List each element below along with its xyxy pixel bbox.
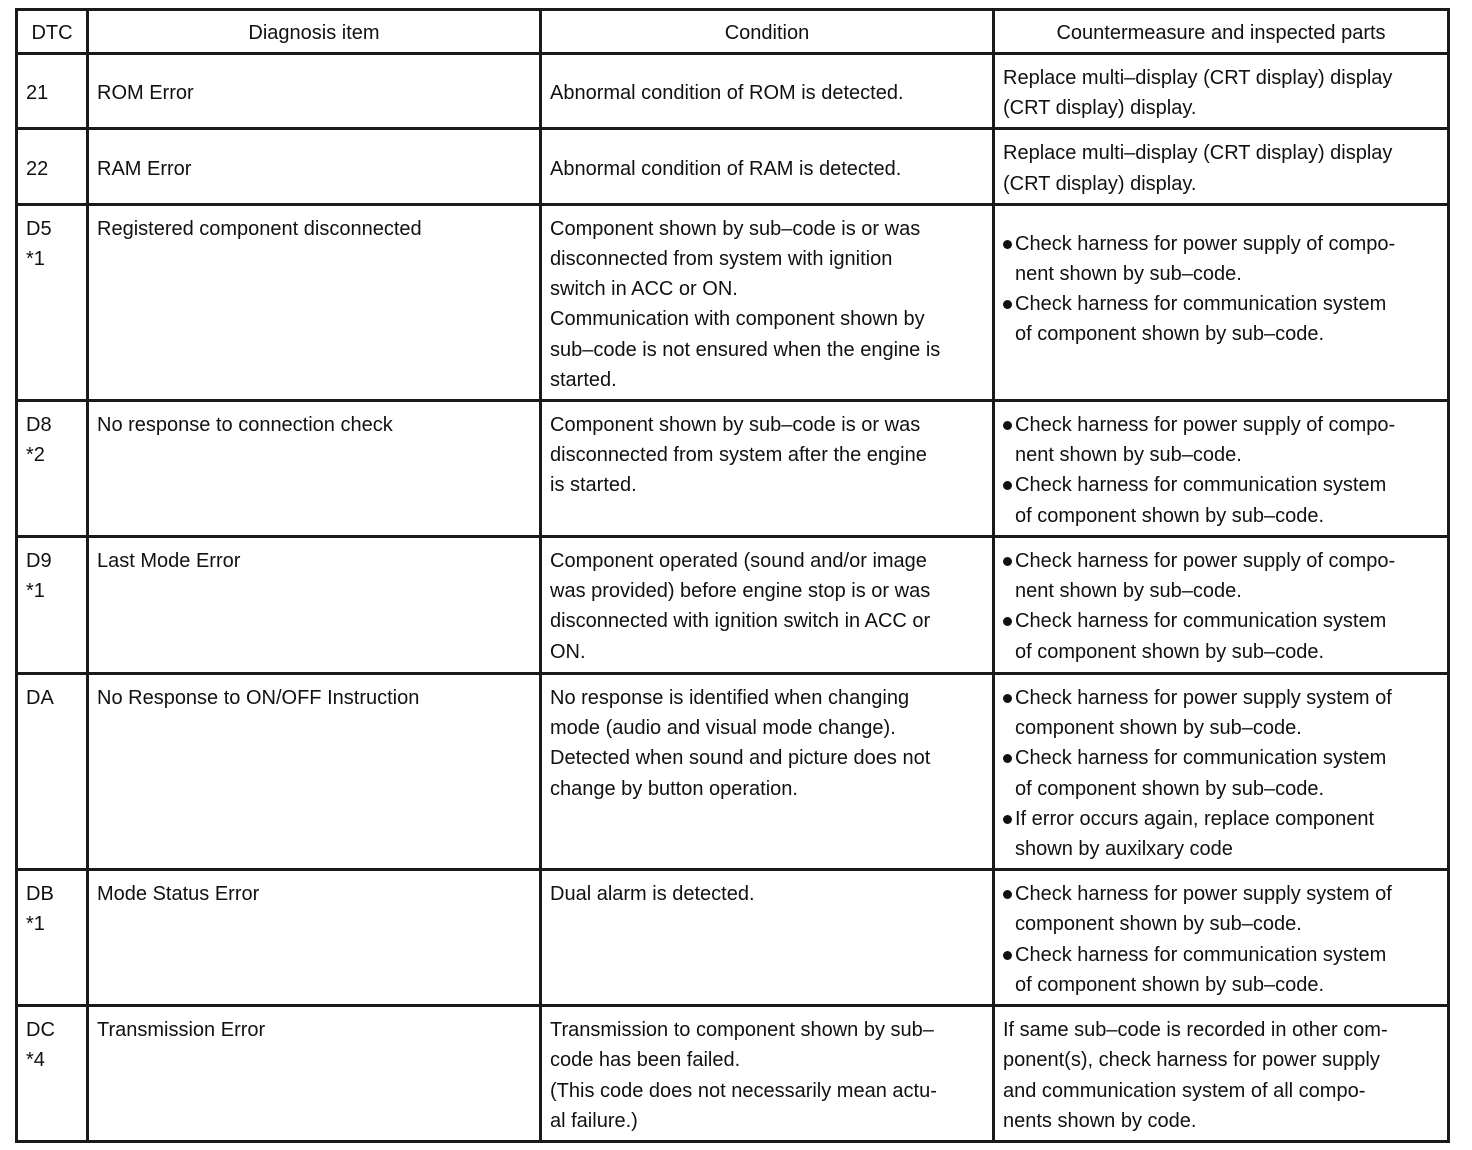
countermeasure-line: (CRT display) display. xyxy=(1003,172,1197,195)
dtc-code: D8 xyxy=(26,414,52,437)
diagnosis-item-cell xyxy=(88,537,541,674)
countermeasure-cell xyxy=(994,129,1449,204)
countermeasure-cell xyxy=(994,401,1449,537)
countermeasure-line: Check harness for communication system xyxy=(1015,610,1387,633)
table-row xyxy=(17,537,1449,674)
countermeasure-bullet xyxy=(1003,410,1439,470)
countermeasure-line: Replace multi–display (CRT display) display xyxy=(1003,142,1393,165)
countermeasure-bullet xyxy=(1003,546,1439,606)
dtc-code: DB xyxy=(26,883,54,906)
countermeasure-line: Check harness for communication system xyxy=(1015,474,1387,497)
countermeasure-line: nent shown by sub–code. xyxy=(1015,444,1242,467)
condition-line: disconnected from system after the engine xyxy=(550,444,927,467)
table-row xyxy=(17,54,1449,129)
condition-line: started. xyxy=(550,368,617,391)
dtc-footnote: *1 xyxy=(26,913,45,936)
countermeasure-line: Check harness for communication system xyxy=(1015,943,1387,966)
condition-line: Dual alarm is detected. xyxy=(550,883,755,906)
dtc-footnote: *1 xyxy=(26,248,45,271)
diagnosis-item-cell xyxy=(88,401,541,537)
countermeasure-list xyxy=(1003,546,1439,667)
condition-line: sub–code is not ensured when the engine is xyxy=(550,338,941,361)
condition-line: No response is identified when changing xyxy=(550,687,910,710)
condition-line: mode (audio and visual mode change). xyxy=(550,717,896,740)
condition-line: change by button operation. xyxy=(550,777,798,800)
countermeasure-line: ponent(s), check harness for power supply xyxy=(1003,1049,1380,1072)
condition-line: disconnected with ignition switch in ACC or xyxy=(550,610,931,633)
countermeasure-bullet xyxy=(1003,229,1439,289)
countermeasure-bullet xyxy=(1003,470,1439,530)
table-row xyxy=(17,870,1449,1006)
countermeasure-line: Check harness for communication system xyxy=(1015,747,1387,770)
condition-line: Transmission to component shown by sub– xyxy=(550,1019,934,1042)
countermeasure-line: Check harness for communication system xyxy=(1015,293,1387,316)
countermeasure-line: and communication system of all compo- xyxy=(1003,1079,1366,1102)
dtc-code: 21 xyxy=(26,82,49,105)
condition-line: (This code does not necessarily mean actu- xyxy=(550,1079,937,1102)
header-countermeasure: Countermeasure and inspected parts xyxy=(994,10,1449,54)
diagnosis-item-cell xyxy=(88,1006,541,1142)
countermeasure-bullet xyxy=(1003,804,1439,864)
condition-line: al failure.) xyxy=(550,1109,638,1132)
dtc-table xyxy=(15,8,1450,1143)
table-row xyxy=(17,129,1449,204)
countermeasure-bullet xyxy=(1003,683,1439,743)
countermeasure-line: Check harness for power supply of compo- xyxy=(1015,232,1396,255)
countermeasure-line: (CRT display) display. xyxy=(1003,97,1197,120)
diagnosis-item-cell xyxy=(88,870,541,1006)
condition-cell xyxy=(541,870,994,1006)
dtc-code: D9 xyxy=(26,550,52,573)
countermeasure-list xyxy=(1003,879,1439,1000)
condition-line: Abnormal condition of ROM is detected. xyxy=(550,82,904,105)
condition-cell xyxy=(541,204,994,400)
table-row xyxy=(17,1006,1449,1142)
dtc-footnote: *1 xyxy=(26,580,45,603)
condition-line: Communication with component shown by xyxy=(550,308,925,331)
diagnosis-item: No response to connection check xyxy=(97,414,393,437)
condition-line: code has been failed. xyxy=(550,1049,741,1072)
dtc-code-cell xyxy=(17,204,88,400)
countermeasure-line: Replace multi–display (CRT display) display xyxy=(1003,67,1393,89)
dtc-code-cell xyxy=(17,870,88,1006)
countermeasure-bullet xyxy=(1003,940,1439,1000)
condition-cell xyxy=(541,674,994,870)
condition-line: Abnormal condition of RAM is detected. xyxy=(550,157,902,180)
countermeasure-cell xyxy=(994,1006,1449,1142)
diagnosis-item: Mode Status Error xyxy=(97,883,260,906)
diagnosis-item: RAM Error xyxy=(97,157,192,180)
diagnosis-item: Transmission Error xyxy=(97,1019,266,1042)
countermeasure-line: component shown by sub–code. xyxy=(1015,717,1302,740)
condition-line: Detected when sound and picture does not xyxy=(550,747,931,770)
condition-line: switch in ACC or ON. xyxy=(550,278,738,301)
dtc-code: 22 xyxy=(26,157,49,180)
diagnosis-item-cell xyxy=(88,204,541,400)
diagnosis-item-cell xyxy=(88,54,541,129)
diagnosis-item-cell xyxy=(88,129,541,204)
condition-line: is started. xyxy=(550,474,637,497)
table-row xyxy=(17,674,1449,870)
condition-line: disconnected from system with ignition xyxy=(550,248,893,271)
countermeasure-line: Check harness for power supply system of xyxy=(1015,687,1392,710)
dtc-footnote: *2 xyxy=(26,444,45,467)
dtc-code-cell xyxy=(17,1006,88,1142)
diagnosis-item: No Response to ON/OFF Instruction xyxy=(97,687,420,710)
countermeasure-line: nent shown by sub–code. xyxy=(1015,263,1242,286)
diagnosis-item-cell xyxy=(88,674,541,870)
dtc-code-cell xyxy=(17,54,88,129)
diagnosis-item: Last Mode Error xyxy=(97,550,241,573)
dtc-code: D5 xyxy=(26,217,52,240)
diagnosis-item: Registered component disconnected xyxy=(97,217,422,240)
countermeasure-line: of component shown by sub–code. xyxy=(1015,640,1325,663)
table-header-row xyxy=(17,10,1449,54)
countermeasure-line: shown by auxilxary code xyxy=(1015,838,1233,861)
dtc-code: DA xyxy=(26,687,54,710)
condition-line: ON. xyxy=(550,640,586,663)
header-condition: Condition xyxy=(541,10,994,54)
countermeasure-line: of component shown by sub–code. xyxy=(1015,777,1325,800)
table-body xyxy=(17,54,1449,1142)
dtc-footnote: *4 xyxy=(26,1049,45,1072)
dtc-code-cell xyxy=(17,674,88,870)
condition-line: Component shown by sub–code is or was xyxy=(550,217,921,240)
countermeasure-bullet xyxy=(1003,743,1439,803)
countermeasure-line: nents shown by code. xyxy=(1003,1109,1197,1132)
countermeasure-cell xyxy=(994,870,1449,1006)
countermeasure-list xyxy=(1003,229,1439,350)
header-diagnosis-item: Diagnosis item xyxy=(88,10,541,54)
countermeasure-cell xyxy=(994,537,1449,674)
diagnosis-item: ROM Error xyxy=(97,82,194,105)
dtc-code: DC xyxy=(26,1019,55,1042)
dtc-code-cell xyxy=(17,537,88,674)
countermeasure-line: Check harness for power supply of compo- xyxy=(1015,550,1396,573)
countermeasure-line: of component shown by sub–code. xyxy=(1015,973,1325,996)
countermeasure-cell xyxy=(994,674,1449,870)
countermeasure-cell xyxy=(994,54,1449,129)
countermeasure-bullet xyxy=(1003,289,1439,349)
countermeasure-bullet xyxy=(1003,606,1439,666)
countermeasure-line: of component shown by sub–code. xyxy=(1015,323,1325,346)
condition-cell xyxy=(541,401,994,537)
countermeasure-cell xyxy=(994,204,1449,400)
condition-cell xyxy=(541,537,994,674)
countermeasure-line: Check harness for power supply system of xyxy=(1015,883,1392,906)
countermeasure-line: of component shown by sub–code. xyxy=(1015,504,1325,527)
countermeasure-list xyxy=(1003,410,1439,531)
dtc-code-cell xyxy=(17,129,88,204)
condition-cell xyxy=(541,129,994,204)
countermeasure-line: If same sub–code is recorded in other com- xyxy=(1003,1019,1388,1042)
table-row xyxy=(17,401,1449,537)
condition-line: Component operated (sound and/or image xyxy=(550,550,927,573)
countermeasure-line: component shown by sub–code. xyxy=(1015,913,1302,936)
condition-cell xyxy=(541,1006,994,1142)
header-dtc: DTC xyxy=(17,10,88,54)
condition-line: Component shown by sub–code is or was xyxy=(550,414,921,437)
condition-line: was provided) before engine stop is or was xyxy=(550,580,931,603)
countermeasure-list xyxy=(1003,683,1439,864)
countermeasure-line: If error occurs again, replace component xyxy=(1015,807,1375,830)
table-row xyxy=(17,204,1449,400)
condition-cell xyxy=(541,54,994,129)
dtc-code-cell xyxy=(17,401,88,537)
countermeasure-bullet xyxy=(1003,879,1439,939)
countermeasure-line: nent shown by sub–code. xyxy=(1015,580,1242,603)
countermeasure-line: Check harness for power supply of compo- xyxy=(1015,414,1396,437)
